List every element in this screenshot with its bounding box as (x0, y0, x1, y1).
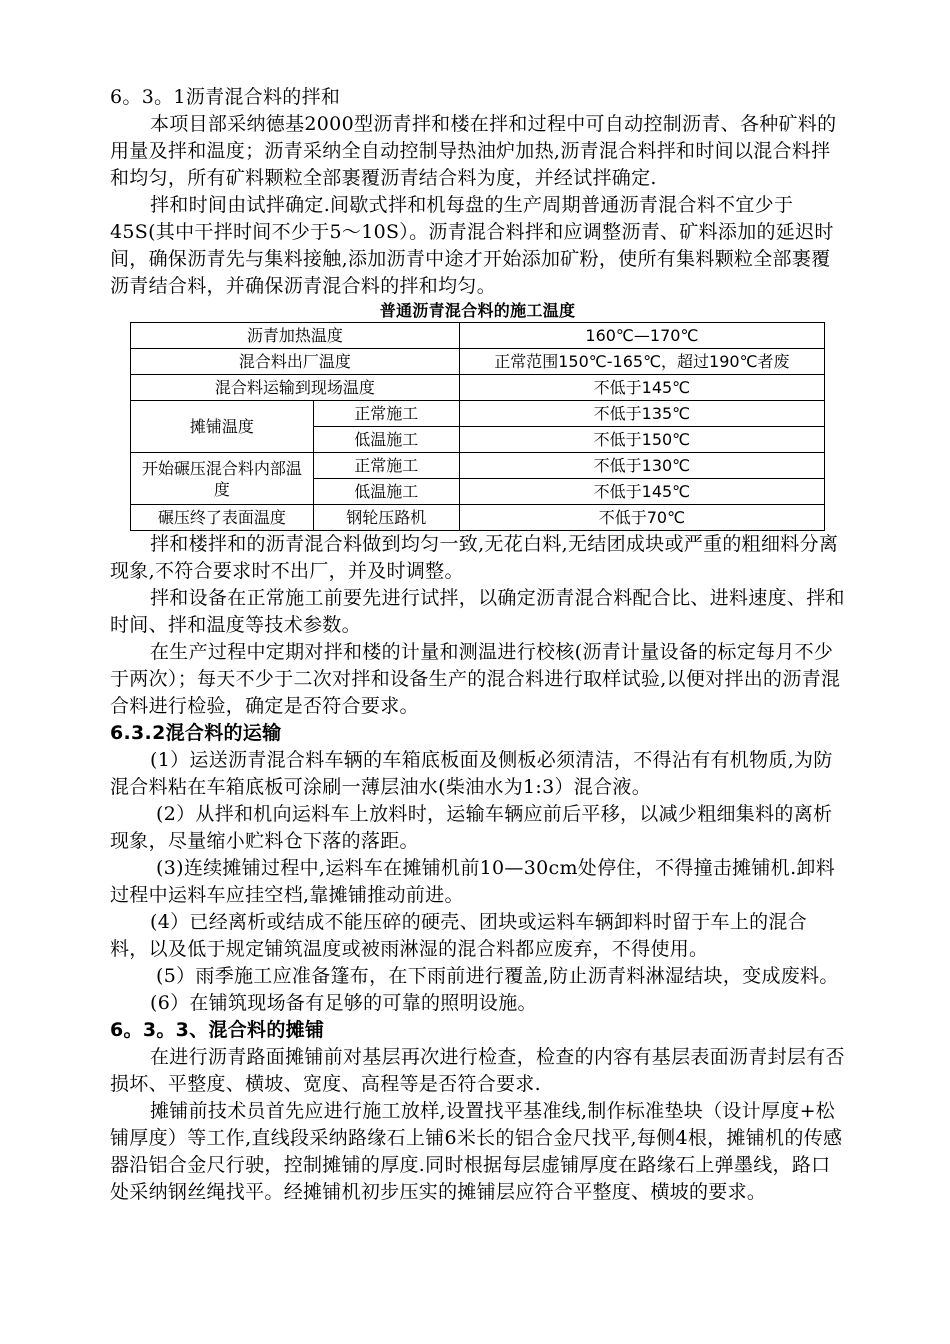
table-cell-value: 不低于145℃ (459, 375, 824, 401)
paragraph: 拌和设备在正常施工前要先进行试拌，以确定沥青混合料配合比、进料速度、拌和时间、拌和温度等技术参数。 (110, 587, 845, 636)
list-item: (1）运送沥青混合料车辆的车箱底板面及侧板必须清洁，不得沾有有机物质,为防混合料粘在车箱底板可涂刷一薄层油水(柴油水为1:3）混合液。 (110, 749, 833, 798)
table-cell-value: 不低于135℃ (459, 401, 824, 427)
table-cell-label: 混合料运输到现场温度 (131, 375, 460, 401)
table-cell-sublabel: 钢轮压路机 (313, 505, 459, 531)
table-cell-value: 不低于70℃ (459, 505, 824, 531)
list-item: (2）从拌和机向运料车上放料时，运输车辆应前后平移，以减少粗细集料的离析现象，尽量缩小贮料仓下落的落距。 (110, 803, 833, 852)
table-cell-value: 正常范围150℃-165℃，超过190℃者废 (459, 349, 824, 375)
table-row (131, 401, 825, 427)
table-row (131, 505, 825, 531)
table-row (131, 375, 825, 401)
section-6-3-2-heading: 6.3.2混合料的运输 (110, 722, 282, 744)
list-item: (3)连续摊铺过程中,运料车在摊铺机前10—30cm处停住，不得撞击摊铺机.卸料过程中运料车应挂空档,靠摊铺推动前进。 (110, 857, 836, 906)
table-cell-sublabel: 低温施工 (313, 427, 459, 453)
table-cell-sublabel: 低温施工 (313, 479, 459, 505)
table-cell-label: 摊铺温度 (131, 401, 314, 453)
section-6-3-1-heading: 6。3。1沥青混合料的拌和 (110, 86, 341, 108)
table-caption: 普通沥青混合料的施工温度 (379, 301, 576, 320)
list-item: (4）已经离析或结成不能压碎的硬壳、团块或运料车辆卸料时留于车上的混合料，以及低于规定铺筑温度或被雨淋湿的混合料都应废弃，不得使用。 (110, 911, 808, 960)
table-row (131, 323, 825, 349)
section-6-3-3-heading: 6。3。3、混合料的摊铺 (110, 1019, 325, 1041)
paragraph: 拌和时间由试拌确定.间歇式拌和机每盘的生产周期普通沥青混合料不宜少于45S(其中干拌时间不少于5～10S）。沥青混合料拌和应调整沥青、矿料添加的延迟时间，确保沥青先与集料接触,添加沥青中途才开始添加矿粉，使所有集料颗粒全部裹覆沥青结合料，并确保沥青混合料的拌和均匀。 (110, 194, 834, 297)
paragraph: 本项目部采纳德基2000型沥青拌和楼在拌和过程中可自动控制沥青、各种矿料的用量及拌和温度；沥青采纳全自动控制导热油炉加热,沥青混合料拌和时间以混合料拌和均匀，所有矿料颗粒全部裹覆沥青结合料为度，并经试拌确定. (110, 113, 837, 189)
list-item: (5）雨季施工应准备篷布，在下雨前进行覆盖,防止沥青料淋湿结块，变成废料。 (156, 965, 839, 987)
table-cell-value: 不低于150℃ (459, 427, 824, 453)
table-cell-label: 碾压终了表面温度 (131, 505, 314, 531)
table-cell-value: 不低于130℃ (459, 453, 824, 479)
temperature-table (130, 322, 825, 531)
paragraph: 拌和楼拌和的沥青混合料做到均匀一致,无花白料,无结团成块或严重的粗细料分离现象,不符合要求时不出厂，并及时调整。 (110, 533, 839, 582)
paragraph: 在进行沥青路面摊铺前对基层再次进行检查，检查的内容有基层表面沥青封层有否损坏、平整度、横坡、宽度、高程等是否符合要求. (110, 1046, 845, 1095)
table-row (131, 349, 825, 375)
document-page (110, 84, 845, 1206)
table-cell-value: 不低于145℃ (459, 479, 824, 505)
paragraph: 在生产过程中定期对拌和楼的计量和测温进行校核(沥青计量设备的标定每月不少于两次）；每天不少于二次对拌和设备生产的混合料进行取样试验,以便对拌出的沥青混合料进行检验，确定是否符合要求。 (110, 641, 841, 717)
table-cell-label: 开始碾压混合料内部温度 (131, 453, 314, 505)
table-cell-value: 160℃—170℃ (459, 323, 824, 349)
table-cell-label: 混合料出厂温度 (131, 349, 460, 375)
table-cell-label: 沥青加热温度 (131, 323, 460, 349)
paragraph: 摊铺前技术员首先应进行施工放样,设置找平基准线,制作标准垫块（设计厚度+松铺厚度）等工作,直线段采纳路缘石上铺6米长的铝合金尺找平,每侧4根，摊铺机的传感器沿铝合金尺行驶，控制摊铺的厚度.同时根据每层虚铺厚度在路缘石上弹墨线，路口处采纳钢丝绳找平。经摊铺机初步压实的摊铺层应符合平整度、横坡的要求。 (110, 1100, 843, 1203)
list-item: (6）在铺筑现场备有足够的可靠的照明设施。 (150, 992, 537, 1014)
table-row (131, 453, 825, 479)
table-cell-sublabel: 正常施工 (313, 453, 459, 479)
table-cell-sublabel: 正常施工 (313, 401, 459, 427)
